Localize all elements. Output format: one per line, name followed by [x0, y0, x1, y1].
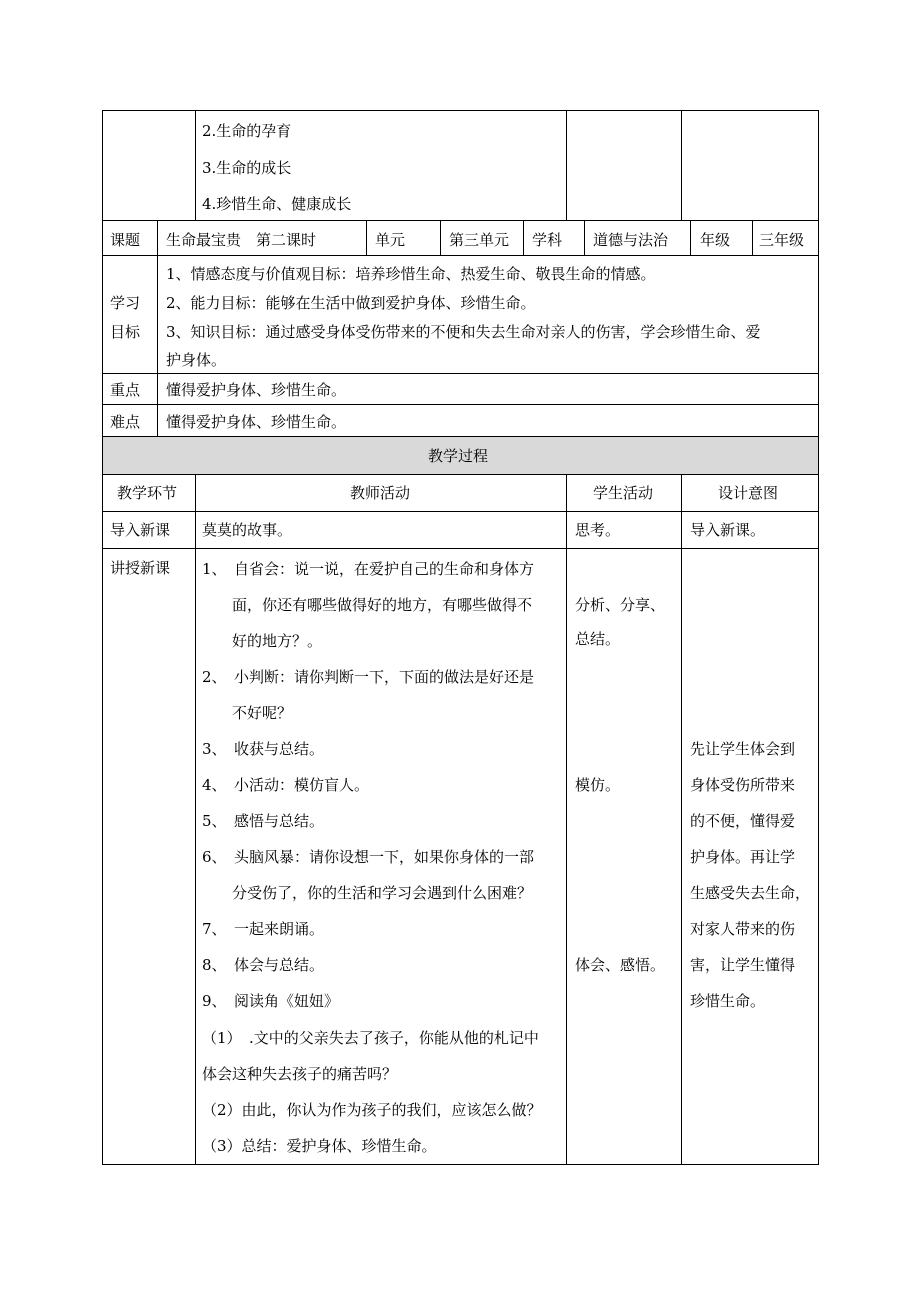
objective-line: 护身体。 [166, 351, 227, 369]
subject-value: 道德与法治 [593, 231, 669, 249]
header-stage: 教学环节 [117, 484, 178, 502]
student-line: 体会、感悟。 [575, 956, 666, 974]
teacher-line: 体会这种失去孩子的痛苦吗？ [202, 1065, 398, 1083]
table-border [366, 220, 367, 255]
intent-line: 身体受伤所带来 [690, 776, 796, 794]
table-border [681, 474, 682, 1164]
table-border [102, 1164, 819, 1165]
intro-stage: 导入新课 [110, 521, 171, 539]
table-border [440, 220, 441, 255]
intro-student: 思考。 [575, 521, 621, 539]
table-border [566, 474, 567, 1164]
key-point-value: 懂得爱护身体、珍惜生命。 [166, 381, 347, 399]
teach-stage: 讲授新课 [110, 559, 171, 577]
topic-label: 课题 [110, 231, 141, 249]
table-border [195, 474, 196, 1164]
header-teacher: 教师活动 [350, 484, 411, 502]
student-line: 总结。 [575, 630, 621, 648]
objective-line: 3、知识目标：通过感受身体受伤带来的不便和失去生命对亲人的伤害，学会珍惜生命、爱 [166, 323, 761, 341]
teacher-line: （3）总结：爱护身体、珍惜生命。 [202, 1137, 437, 1155]
intro-teacher: 莫莫的故事。 [202, 521, 293, 539]
intent-line: 珍惜生命。 [690, 992, 766, 1010]
objective-line: 1、情感态度与价值观目标：培养珍惜生命、热爱生命、敬畏生命的情感。 [166, 265, 656, 283]
teacher-line: 6、 头脑风暴：请你设想一下，如果你身体的一部 [202, 848, 535, 866]
teacher-line: 1、 自省会：说一说，在爱护自己的生命和身体方 [202, 560, 535, 578]
student-line: 模仿。 [575, 776, 621, 794]
subject-label: 学科 [532, 231, 563, 249]
table-border [102, 511, 819, 512]
teacher-line: 不好呢？ [232, 704, 293, 722]
table-border [157, 255, 158, 436]
intent-line: 的不便，懂得爱 [690, 812, 796, 830]
teacher-line: 分受伤了，你的生活和学习会遇到什么困难？ [232, 884, 533, 902]
table-border [102, 548, 819, 549]
teacher-line: 2、 小判断：请你判断一下，下面的做法是好还是 [202, 668, 535, 686]
header-intent: 设计意图 [718, 484, 779, 502]
difficulty-label: 难点 [110, 413, 141, 431]
grade-value: 三年级 [759, 231, 805, 249]
table-border [752, 220, 753, 255]
process-title: 教学过程 [428, 447, 489, 465]
top-item: 2.生命的孕育 [202, 122, 292, 140]
teacher-line: 8、 体会与总结。 [202, 956, 325, 974]
topic-value: 生命最宝贵 第二课时 [166, 231, 317, 249]
intent-line: 对家人带来的伤 [690, 920, 796, 938]
objective-line: 2、能力目标：能够在生活中做到爱护身体、珍惜生命。 [166, 294, 536, 312]
table-border [818, 110, 819, 1165]
table-border [157, 220, 158, 255]
table-border [102, 255, 819, 256]
intent-line: 害，让学生懂得 [690, 956, 796, 974]
top-item: 4.珍惜生命、健康成长 [202, 195, 352, 213]
unit-value: 第三单元 [449, 231, 510, 249]
objectives-label: 学习 [110, 294, 141, 312]
table-border [523, 220, 524, 255]
grade-label: 年级 [700, 231, 731, 249]
objectives-label: 目标 [110, 323, 141, 341]
table-border [102, 474, 819, 475]
key-point-label: 重点 [110, 381, 141, 399]
teacher-line: （1） .文中的父亲失去了孩子，你能从他的札记中 [202, 1029, 539, 1047]
teacher-line: 面，你还有哪些做得好的地方，有哪些做得不 [232, 596, 533, 614]
intent-line: 先让学生体会到 [690, 740, 796, 758]
table-border [566, 110, 567, 220]
table-border [102, 110, 819, 111]
teacher-line: 9、 阅读角《妞妞》 [202, 992, 340, 1010]
table-border [102, 436, 819, 437]
top-item: 3.生命的成长 [202, 159, 292, 177]
table-border [690, 220, 691, 255]
table-border [102, 373, 819, 374]
intro-intent: 导入新课。 [690, 521, 766, 539]
teacher-line: （2）由此，你认为作为孩子的我们，应该怎么做？ [202, 1101, 542, 1119]
teacher-line: 7、 一起来朗诵。 [202, 920, 325, 938]
table-border [195, 110, 196, 220]
teacher-line: 4、 小活动：模仿盲人。 [202, 776, 370, 794]
teacher-line: 5、 感悟与总结。 [202, 812, 325, 830]
teacher-line: 3、 收获与总结。 [202, 740, 325, 758]
table-border [102, 110, 103, 1165]
teacher-line: 好的地方？。 [232, 632, 323, 650]
intent-line: 生感受失去生命， [690, 884, 811, 902]
unit-label: 单元 [375, 231, 406, 249]
header-student: 学生活动 [593, 484, 654, 502]
table-border [102, 220, 819, 221]
difficulty-value: 懂得爱护身体、珍惜生命。 [166, 413, 347, 431]
table-border [584, 220, 585, 255]
table-border [102, 404, 819, 405]
intent-line: 护身体。再让学 [690, 848, 796, 866]
table-border [681, 110, 682, 220]
student-line: 分析、分享、 [575, 596, 666, 614]
